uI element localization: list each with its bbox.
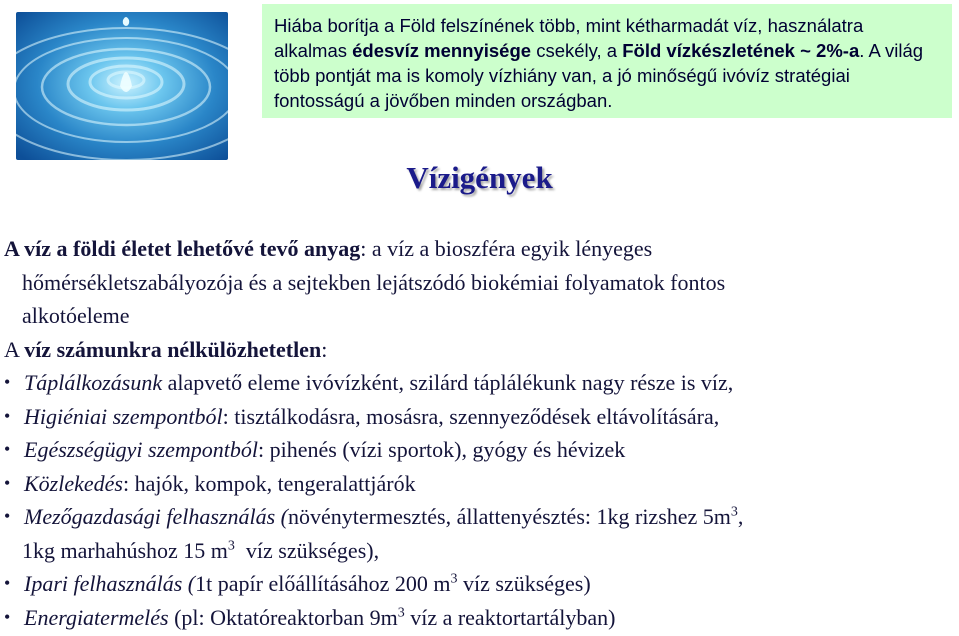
bullet-icon: • bbox=[4, 573, 11, 593]
list-item-text: : pihenés (vízi sportok), gyógy és hévizek bbox=[258, 437, 626, 462]
bullet-icon: • bbox=[4, 472, 11, 493]
list-item-text: alapvető eleme ivóvízként, szilárd táplálékunk nagy része is víz, bbox=[162, 370, 734, 395]
list-item-topic: Egészségügyi szempontból bbox=[24, 437, 259, 462]
list-item bbox=[4, 601, 954, 635]
list-item bbox=[4, 400, 954, 434]
superscript: 3 bbox=[397, 605, 405, 621]
list-item-text: : hajók, kompok, tengeralattjárók bbox=[122, 470, 416, 496]
list-item-topic: Közlekedés bbox=[24, 470, 123, 496]
list-item bbox=[4, 467, 954, 501]
list-item-text: növénytermesztés, állattenyésztés: 1kg rizshez 5m bbox=[288, 504, 731, 529]
callout-text-1: Hiába borítja a Föld felszínének több, mint kétharmadát víz, használatra alkalmas bbox=[274, 15, 864, 61]
water-drop-image bbox=[16, 12, 228, 160]
essential-bold: víz számunkra nélkülözhetetlen bbox=[24, 336, 322, 362]
content-body bbox=[4, 232, 954, 634]
essential-suffix: : bbox=[321, 336, 328, 362]
list-item-text: víz a reaktortartályban) bbox=[404, 604, 616, 630]
list-item-text: víz szükséges), bbox=[234, 537, 380, 563]
bullet-icon: • bbox=[4, 439, 11, 459]
intro-bold: A víz a földi életet lehetővé tevő anyag bbox=[4, 236, 361, 261]
intro-line-3: alkotóeleme bbox=[22, 303, 130, 328]
superscript: 3 bbox=[730, 504, 738, 520]
page-title: Vízigények bbox=[406, 160, 553, 195]
callout-text-3: . A világ több pontját ma is komoly vízhiány van, a jó minőségű ivóvíz stratégiai fontosságú a jövőben minden országban. bbox=[274, 40, 924, 111]
essential-prefix: A bbox=[4, 336, 25, 362]
bullet-icon: • bbox=[4, 372, 11, 392]
list-item-topic: Ipari felhasználás ( bbox=[24, 571, 196, 596]
callout-text-2: csekély, a bbox=[531, 40, 623, 61]
intro-line-1 bbox=[4, 232, 954, 266]
info-callout bbox=[262, 4, 952, 118]
list-item-topic: Energiatermelés bbox=[24, 604, 169, 630]
water-drop-ripple-icon bbox=[16, 12, 228, 160]
bullet-icon: • bbox=[4, 606, 11, 627]
list-item-text: 1kg marhahúshoz 15 m bbox=[22, 537, 228, 563]
list-item-text: víz szükséges) bbox=[457, 571, 591, 596]
intro-rest-1: : a víz a bioszféra egyik lényeges bbox=[360, 236, 653, 261]
list-item bbox=[4, 500, 954, 534]
list-item-topic: Mezőgazdasági felhasználás ( bbox=[24, 504, 288, 529]
list-item-topic: Higiéniai szempontból bbox=[24, 403, 223, 429]
essential-line bbox=[4, 333, 954, 367]
bullet-icon: • bbox=[4, 405, 11, 426]
superscript: 3 bbox=[227, 538, 235, 554]
superscript: 3 bbox=[450, 571, 458, 587]
list-item bbox=[4, 567, 954, 601]
list-item bbox=[4, 433, 954, 467]
list-item-text: , bbox=[737, 504, 744, 529]
list-item-topic: Táplálkozásunk bbox=[24, 370, 163, 395]
callout-bold-2: Föld vízkészletének ~ 2%-a bbox=[622, 40, 860, 61]
list-item-continuation bbox=[4, 534, 954, 568]
list-item-text: : tisztálkodásra, mosásra, szennyeződések eltávolítására, bbox=[222, 403, 720, 429]
list-item-text: 1t papír előállításához 200 m bbox=[195, 571, 451, 596]
callout-bold-1: édesvíz mennyisége bbox=[352, 40, 532, 61]
list-item bbox=[4, 366, 954, 400]
bullet-icon: • bbox=[4, 506, 11, 526]
intro-line-2: hőmérsékletszabályozója és a sejtekben lejátszódó biokémiai folyamatok fontos bbox=[22, 269, 726, 295]
list-item-text: (pl: Oktatóreaktorban 9m bbox=[168, 604, 398, 630]
